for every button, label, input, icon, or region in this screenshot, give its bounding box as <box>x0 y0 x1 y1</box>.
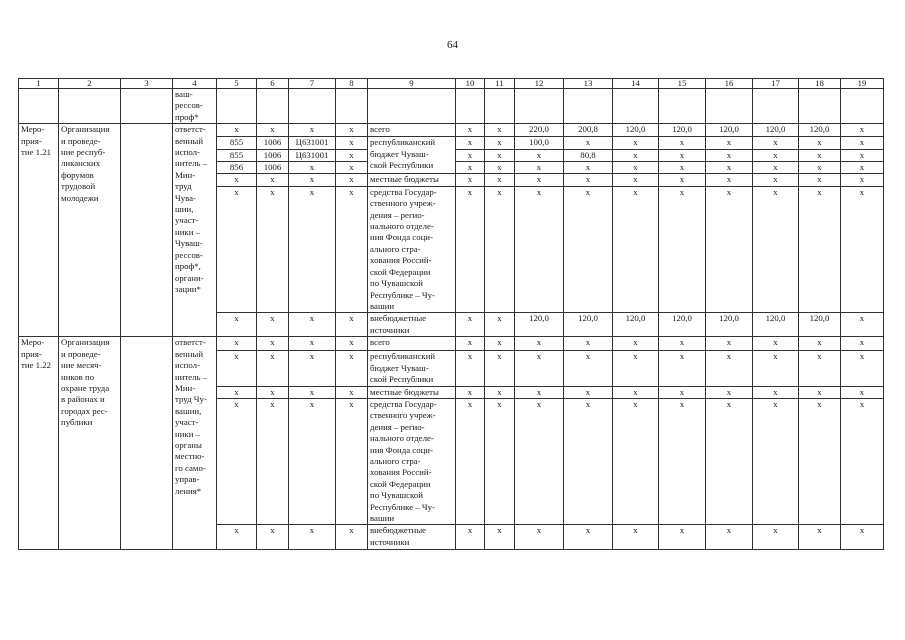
value-cell: x <box>841 137 884 149</box>
value-cell: x <box>485 124 515 137</box>
value-cell: x <box>841 313 884 337</box>
code-cell: x <box>336 137 368 149</box>
value-cell: 100,0 <box>515 137 564 149</box>
empty-cell <box>659 89 706 124</box>
code-cell: x <box>289 186 336 312</box>
empty-cell <box>121 124 173 337</box>
code-cell: x <box>336 186 368 312</box>
value-cell: x <box>659 149 706 161</box>
funding-source: местные бюджеты <box>368 174 456 186</box>
value-cell: x <box>841 398 884 524</box>
value-cell: x <box>841 186 884 312</box>
code-cell: 1006 <box>257 149 289 161</box>
empty-cell <box>257 89 289 124</box>
col-header: 2 <box>59 79 121 89</box>
value-cell: x <box>515 186 564 312</box>
value-cell: 120,0 <box>659 124 706 137</box>
value-cell: x <box>706 386 753 398</box>
value-cell: x <box>659 174 706 186</box>
value-cell: x <box>753 149 799 161</box>
col-header: 4 <box>173 79 217 89</box>
value-cell: x <box>613 162 659 174</box>
col-header: 18 <box>799 79 841 89</box>
code-cell: x <box>217 398 257 524</box>
value-cell: 120,0 <box>706 124 753 137</box>
value-cell: x <box>613 137 659 149</box>
empty-cell <box>564 89 613 124</box>
value-cell: 80,8 <box>564 149 613 161</box>
funding-source: республиканский бюджет Чуваш- ской Республики <box>368 137 456 174</box>
value-cell: x <box>485 386 515 398</box>
value-cell: x <box>659 162 706 174</box>
value-cell: x <box>456 137 485 149</box>
empty-cell <box>485 89 515 124</box>
value-cell: x <box>456 398 485 524</box>
code-cell: x <box>336 386 368 398</box>
code-cell: x <box>289 351 336 386</box>
value-cell: x <box>659 525 706 550</box>
col-header: 19 <box>841 79 884 89</box>
code-cell: 855 <box>217 149 257 161</box>
value-cell: x <box>799 186 841 312</box>
value-cell: x <box>485 351 515 386</box>
value-cell: x <box>753 186 799 312</box>
code-cell: x <box>289 174 336 186</box>
code-cell: 1006 <box>257 162 289 174</box>
code-cell: x <box>257 398 289 524</box>
funding-source: внебюджетные источники <box>368 525 456 550</box>
value-cell: x <box>564 186 613 312</box>
code-cell: x <box>336 162 368 174</box>
value-cell: x <box>564 337 613 351</box>
value-cell: x <box>456 313 485 337</box>
col-header: 16 <box>706 79 753 89</box>
col-header: 17 <box>753 79 799 89</box>
code-cell: x <box>289 386 336 398</box>
code-cell: x <box>217 174 257 186</box>
code-cell: Ц631001 <box>289 149 336 161</box>
value-cell: x <box>515 174 564 186</box>
value-cell: x <box>706 149 753 161</box>
code-cell: x <box>217 313 257 337</box>
empty-cell <box>289 89 336 124</box>
value-cell: 220,0 <box>515 124 564 137</box>
value-cell: x <box>485 174 515 186</box>
value-cell: x <box>706 174 753 186</box>
measure-executor: ответст- венный испол- нитель – Мин- труд Чу- вашии, участ- ники – органы местно- го само- управ- ления* <box>173 337 217 550</box>
continuation-row <box>19 89 884 124</box>
empty-cell <box>217 89 257 124</box>
value-cell: x <box>659 386 706 398</box>
value-cell: x <box>613 398 659 524</box>
col-header: 9 <box>368 79 456 89</box>
value-cell: x <box>515 162 564 174</box>
budget-table <box>18 78 884 550</box>
value-cell: 200,8 <box>564 124 613 137</box>
value-cell: x <box>659 186 706 312</box>
code-cell: 855 <box>217 137 257 149</box>
empty-cell <box>368 89 456 124</box>
measure-name: Организация и проведе- ние месяч- ников по охране труда в районах и городах рес- публики <box>59 337 121 550</box>
value-cell: 120,0 <box>613 124 659 137</box>
value-cell: x <box>515 398 564 524</box>
value-cell: x <box>799 351 841 386</box>
value-cell: x <box>485 137 515 149</box>
code-cell: x <box>336 351 368 386</box>
code-cell: x <box>217 386 257 398</box>
code-cell: x <box>257 313 289 337</box>
code-cell: 1006 <box>257 137 289 149</box>
value-cell: x <box>753 137 799 149</box>
value-cell: x <box>613 149 659 161</box>
value-cell: x <box>659 398 706 524</box>
value-cell: x <box>456 351 485 386</box>
value-cell: x <box>613 174 659 186</box>
value-cell: x <box>706 351 753 386</box>
empty-cell <box>753 89 799 124</box>
code-cell: x <box>289 162 336 174</box>
empty-cell <box>841 89 884 124</box>
code-cell: x <box>257 174 289 186</box>
measure-name: Организация и проведе- ние респуб- ликанских форумов трудовой молодежи <box>59 124 121 337</box>
col-header: 13 <box>564 79 613 89</box>
funding-source: внебюджетные источники <box>368 313 456 337</box>
value-cell: x <box>841 174 884 186</box>
code-cell: x <box>336 398 368 524</box>
col-header: 1 <box>19 79 59 89</box>
value-cell: 120,0 <box>799 313 841 337</box>
col-header: 10 <box>456 79 485 89</box>
value-cell: x <box>753 386 799 398</box>
value-cell: x <box>456 525 485 550</box>
value-cell: x <box>799 137 841 149</box>
value-cell: x <box>799 398 841 524</box>
value-cell: x <box>753 398 799 524</box>
empty-cell <box>456 89 485 124</box>
empty-cell <box>121 89 173 124</box>
value-cell: x <box>564 174 613 186</box>
col-header: 14 <box>613 79 659 89</box>
col-header: 5 <box>217 79 257 89</box>
value-cell: 120,0 <box>799 124 841 137</box>
value-cell: x <box>659 351 706 386</box>
code-cell: x <box>289 124 336 137</box>
empty-cell <box>19 89 59 124</box>
table-row <box>19 124 884 137</box>
value-cell: x <box>456 386 485 398</box>
executor-continuation: ваш- рессов- проф* <box>173 89 217 124</box>
value-cell: x <box>799 149 841 161</box>
value-cell: x <box>799 162 841 174</box>
col-header: 8 <box>336 79 368 89</box>
value-cell: x <box>659 337 706 351</box>
value-cell: x <box>841 525 884 550</box>
code-cell: x <box>217 351 257 386</box>
table-row <box>19 337 884 351</box>
value-cell: x <box>456 337 485 351</box>
value-cell: x <box>753 174 799 186</box>
value-cell: x <box>799 525 841 550</box>
value-cell: x <box>456 162 485 174</box>
empty-cell <box>336 89 368 124</box>
value-cell: x <box>485 149 515 161</box>
value-cell: x <box>706 525 753 550</box>
code-cell: x <box>257 337 289 351</box>
value-cell: x <box>753 337 799 351</box>
value-cell: x <box>753 162 799 174</box>
col-header: 3 <box>121 79 173 89</box>
empty-cell <box>706 89 753 124</box>
col-header: 12 <box>515 79 564 89</box>
value-cell: x <box>613 525 659 550</box>
measure-executor: ответст- венный испол- нитель – Мин- труд Чува- шии, участ- ники – Чуваш- рессов- проф*, органи- зации* <box>173 124 217 337</box>
funding-source: всего <box>368 337 456 351</box>
value-cell: x <box>485 313 515 337</box>
value-cell: x <box>456 174 485 186</box>
funding-source: всего <box>368 124 456 137</box>
funding-source: средства Государ- ственного учреж- дения – регио- нального отделе- ния Фонда соци- ального стра- хования Россий- ской Федерации по Чувашской Республике – Чу- вашии <box>368 186 456 312</box>
value-cell: x <box>564 398 613 524</box>
code-cell: x <box>257 124 289 137</box>
value-cell: x <box>753 525 799 550</box>
code-cell: x <box>257 186 289 312</box>
value-cell: x <box>841 124 884 137</box>
value-cell: 120,0 <box>564 313 613 337</box>
value-cell: x <box>841 337 884 351</box>
value-cell: x <box>841 351 884 386</box>
code-cell: x <box>289 313 336 337</box>
value-cell: x <box>564 351 613 386</box>
value-cell: x <box>564 162 613 174</box>
code-cell: x <box>336 124 368 137</box>
col-header: 7 <box>289 79 336 89</box>
value-cell: x <box>706 337 753 351</box>
code-cell: x <box>289 398 336 524</box>
col-header: 6 <box>257 79 289 89</box>
code-cell: x <box>336 525 368 550</box>
code-cell: x <box>217 186 257 312</box>
value-cell: 120,0 <box>613 313 659 337</box>
code-cell: x <box>336 337 368 351</box>
value-cell: 120,0 <box>706 313 753 337</box>
code-cell: 856 <box>217 162 257 174</box>
empty-cell <box>799 89 841 124</box>
code-cell: x <box>336 174 368 186</box>
value-cell: x <box>456 149 485 161</box>
code-cell: x <box>257 525 289 550</box>
code-cell: x <box>336 149 368 161</box>
value-cell: x <box>706 137 753 149</box>
code-cell: x <box>289 525 336 550</box>
value-cell: x <box>564 525 613 550</box>
empty-cell <box>59 89 121 124</box>
page-number: 64 <box>447 39 458 51</box>
value-cell: x <box>564 386 613 398</box>
empty-cell <box>515 89 564 124</box>
value-cell: x <box>753 351 799 386</box>
value-cell: 120,0 <box>659 313 706 337</box>
col-header: 11 <box>485 79 515 89</box>
measure-code: Меро- прия- тие 1.22 <box>19 337 59 550</box>
value-cell: 120,0 <box>515 313 564 337</box>
value-cell: x <box>613 351 659 386</box>
measure-code: Меро- прия- тие 1.21 <box>19 124 59 337</box>
value-cell: 120,0 <box>753 313 799 337</box>
code-cell: x <box>217 525 257 550</box>
empty-cell <box>121 337 173 550</box>
value-cell: x <box>613 386 659 398</box>
code-cell: x <box>217 337 257 351</box>
funding-source: средства Государ- ственного учреж- дения – регио- нального отделе- ния Фонда соци- ального стра- хования Россий- ской Федерации по Чувашской Республике – Чу- вашии <box>368 398 456 524</box>
value-cell: x <box>485 525 515 550</box>
header-row <box>19 79 884 89</box>
value-cell: x <box>564 137 613 149</box>
value-cell: x <box>799 174 841 186</box>
value-cell: x <box>515 337 564 351</box>
value-cell: x <box>485 162 515 174</box>
value-cell: x <box>485 337 515 351</box>
value-cell: x <box>485 398 515 524</box>
code-cell: x <box>217 124 257 137</box>
value-cell: x <box>706 162 753 174</box>
funding-source: республиканский бюджет Чуваш- ской Республики <box>368 351 456 386</box>
value-cell: x <box>799 337 841 351</box>
value-cell: x <box>515 149 564 161</box>
value-cell: x <box>841 162 884 174</box>
code-cell: x <box>257 351 289 386</box>
value-cell: x <box>613 337 659 351</box>
value-cell: x <box>456 124 485 137</box>
funding-source: местные бюджеты <box>368 386 456 398</box>
value-cell: x <box>456 186 485 312</box>
empty-cell <box>613 89 659 124</box>
code-cell: Ц631001 <box>289 137 336 149</box>
value-cell: x <box>613 186 659 312</box>
value-cell: x <box>485 186 515 312</box>
code-cell: x <box>336 313 368 337</box>
code-cell: x <box>257 386 289 398</box>
code-cell: x <box>289 337 336 351</box>
value-cell: 120,0 <box>753 124 799 137</box>
value-cell: x <box>515 525 564 550</box>
value-cell: x <box>841 149 884 161</box>
value-cell: x <box>841 386 884 398</box>
value-cell: x <box>706 398 753 524</box>
value-cell: x <box>515 386 564 398</box>
value-cell: x <box>706 186 753 312</box>
value-cell: x <box>515 351 564 386</box>
col-header: 15 <box>659 79 706 89</box>
value-cell: x <box>659 137 706 149</box>
value-cell: x <box>799 386 841 398</box>
